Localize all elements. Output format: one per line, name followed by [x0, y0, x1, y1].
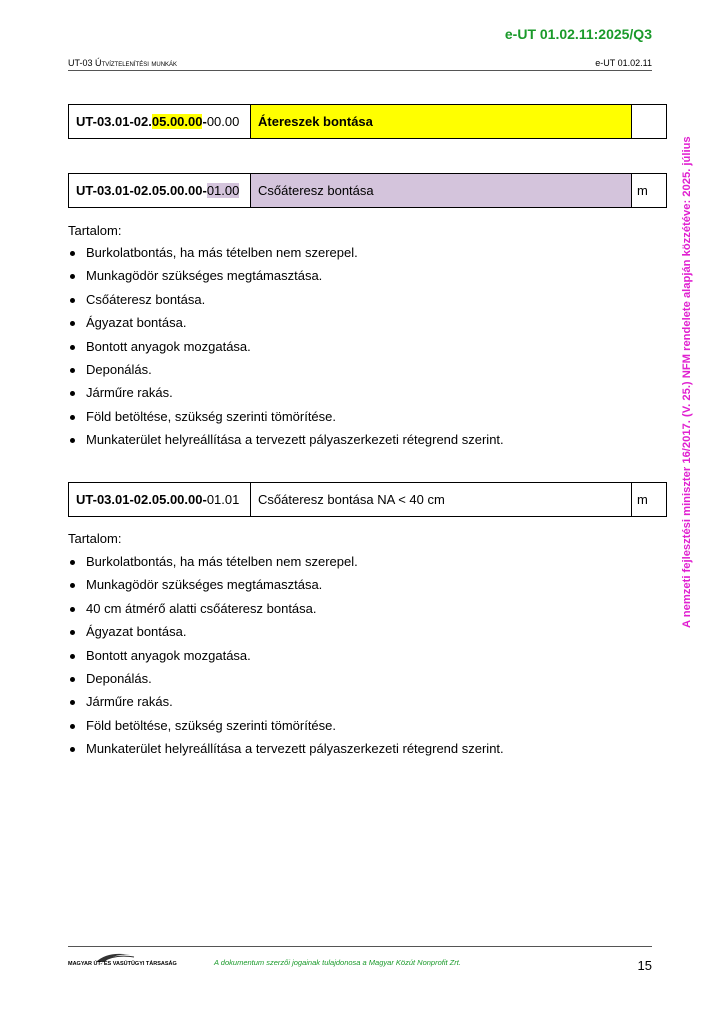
list-item: Munkaterület helyreállítása a tervezett pályaszerkezeti rétegrend szerint. [68, 741, 504, 764]
item-code [69, 174, 251, 207]
item-title: Csőáteresz bontása NA < 40 cm [251, 483, 632, 516]
section-code-prefix: UT-03.01-02. [76, 114, 152, 129]
list-item: Bontott anyagok mozgatása. [68, 339, 504, 362]
list-item: Munkaterület helyreállítása a tervezett pályaszerkezeti rétegrend szerint. [68, 432, 504, 455]
list-item: 40 cm átmérő alatti csőáteresz bontása. [68, 601, 504, 624]
list-item: Ágyazat bontása. [68, 315, 504, 338]
side-note-text: A nemzeti fejlesztési miniszter 16/2017. (V. 25.) NFM rendelete alapján közzétéve: 2025. július [681, 136, 693, 628]
list-item: Járműre rakás. [68, 694, 504, 717]
copyright-note: A dokumentum szerzői jogainak tulajdonosa a Magyar Közút Nonprofit Zrt. [214, 958, 461, 967]
list-item: Ágyazat bontása. [68, 624, 504, 647]
logo-text: MAGYAR ÚT- ÉS VASÚTÜGYI TÁRSASÁG [68, 961, 177, 967]
item-code [69, 483, 251, 516]
section-code-highlight: 05.00.00 [151, 114, 203, 129]
section-code-suffix: 00.00 [206, 114, 240, 129]
item-bullet-list [68, 245, 504, 456]
document-code: e-UT 01.02.11:2025/Q3 [504, 26, 652, 42]
list-item: Munkagödör szükséges megtámasztása. [68, 577, 504, 600]
header-chapter-title: Útvíztelenítési munkák [95, 58, 178, 68]
header-doc-ref: e-UT 01.02.11 [595, 58, 652, 68]
item-unit: m [637, 492, 648, 507]
item-code-suffix: 01.01 [206, 492, 240, 507]
section-unit [632, 105, 666, 138]
page-number: 15 [637, 958, 652, 973]
list-item: Deponálás. [68, 671, 504, 694]
item-code-box [68, 173, 667, 208]
list-item: Csőáteresz bontása. [68, 292, 504, 315]
list-item: Föld betöltése, szükség szerinti tömörítése. [68, 409, 504, 432]
item-code-prefix: UT-03.01-02.05.00.00- [76, 492, 207, 507]
section-code [69, 105, 251, 138]
section-code-sep: - [202, 114, 207, 129]
tartalom-label: Tartalom: [68, 223, 122, 238]
list-item: Burkolatbontás, ha más tételben nem szerepel. [68, 245, 504, 268]
section-title: Átereszek bontása [251, 105, 632, 138]
item-code-box [68, 482, 667, 517]
company-logo [68, 950, 177, 970]
tartalom-label: Tartalom: [68, 531, 122, 546]
list-item: Bontott anyagok mozgatása. [68, 648, 504, 671]
running-header [68, 58, 652, 71]
header-chapter-code: UT-03 [68, 58, 93, 68]
item-bullet-list [68, 554, 504, 765]
item-code-prefix: UT-03.01-02.05.00.00- [76, 183, 207, 198]
list-item: Deponálás. [68, 362, 504, 385]
section-code-box [68, 104, 667, 139]
list-item: Föld betöltése, szükség szerinti tömörítése. [68, 718, 504, 741]
footer-divider [68, 946, 652, 947]
item-unit: m [637, 183, 648, 198]
item-code-suffix: 01.00 [206, 183, 240, 198]
list-item: Burkolatbontás, ha más tételben nem szerepel. [68, 554, 504, 577]
list-item: Munkagödör szükséges megtámasztása. [68, 268, 504, 291]
list-item: Járműre rakás. [68, 385, 504, 408]
header-chapter [68, 58, 177, 68]
item-title: Csőáteresz bontása [251, 174, 632, 207]
